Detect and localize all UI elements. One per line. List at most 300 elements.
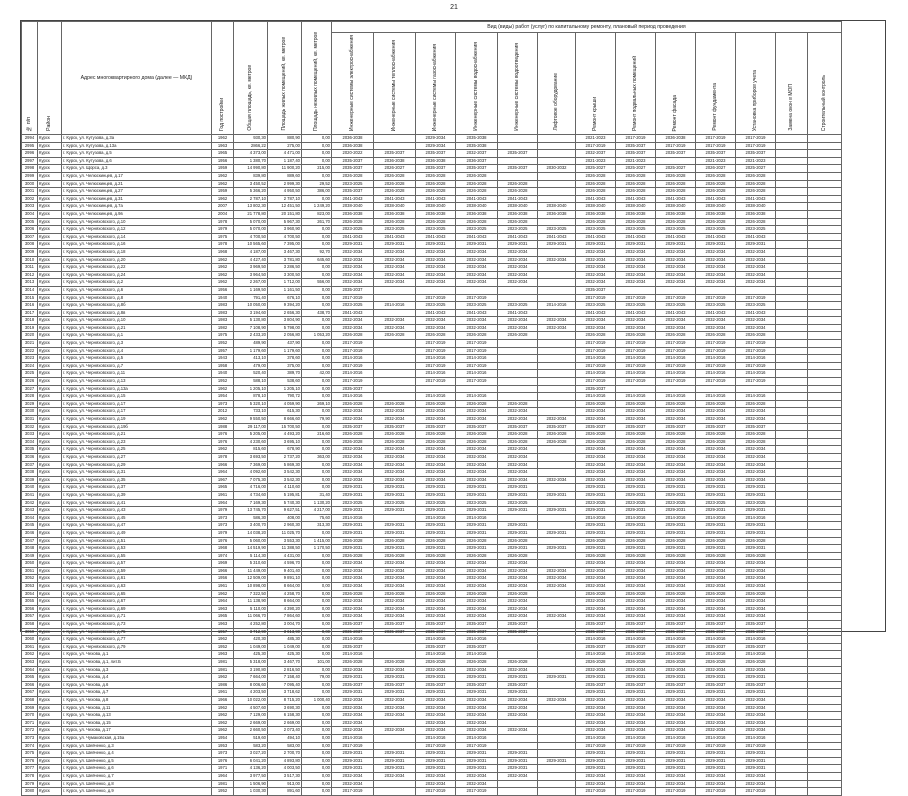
work-period-cell: 2035-2037 — [332, 628, 374, 636]
area-living-cell: 378,60 — [268, 355, 302, 363]
work-period-cell — [538, 446, 576, 454]
header-work-2: Инженерные системы теплоснабжения — [374, 33, 416, 135]
work-period-cell: 2026-2028 — [456, 173, 498, 181]
work-period-cell — [538, 772, 576, 780]
area-total-cell: 14 038,20 — [234, 529, 268, 537]
area-total-cell: 1 169,50 — [234, 286, 268, 294]
work-period-cell: 2032-2034 — [498, 696, 538, 704]
work-period-cell: 2032-2034 — [616, 575, 656, 583]
work-period-cell: 2026-2028 — [696, 188, 736, 196]
area-living-cell: 4 431,00 — [268, 552, 302, 560]
work-period-cell: 2023-2025 — [332, 180, 374, 188]
work-period-cell: 2032-2034 — [374, 666, 416, 674]
work-period-cell — [538, 157, 576, 165]
row-number: 2994 — [22, 135, 38, 143]
row-number: 3023 — [22, 355, 38, 363]
address-cell: г. Курск, ул. Черняховского, д.22 — [62, 264, 212, 272]
work-period-cell: 2041-2043 — [456, 195, 498, 203]
year-cell: 1940 — [212, 294, 234, 302]
work-period-cell — [538, 750, 576, 758]
work-period-cell: 2017-2019 — [656, 142, 696, 150]
work-period-cell — [538, 332, 576, 340]
work-period-cell: 2032-2034 — [696, 575, 736, 583]
district-cell: Курск — [38, 567, 62, 575]
work-period-cell — [808, 567, 842, 575]
work-period-cell: 2017-2019 — [456, 347, 498, 355]
area-living-cell: 3 690,30 — [268, 704, 302, 712]
work-period-cell: 2032-2034 — [374, 256, 416, 264]
work-period-cell: 2026-2028 — [576, 431, 616, 439]
work-period-cell — [808, 552, 842, 560]
work-period-cell: 2026-2028 — [576, 537, 616, 545]
work-period-cell: 2032-2034 — [416, 317, 456, 325]
year-cell: 1953 — [212, 742, 234, 750]
address-cell: г. Курск, ул. Чехова, д.13 — [62, 712, 212, 720]
area-living-cell: 2 787,10 — [268, 195, 302, 203]
work-period-cell: 2032-2034 — [736, 416, 776, 424]
address-cell: г. Курск, ул. Чехова, д.7 — [62, 689, 212, 697]
work-period-cell: 2029-2031 — [498, 522, 538, 530]
area-total-cell: 4 230,60 — [234, 438, 268, 446]
work-period-cell: 2017-2019 — [576, 294, 616, 302]
work-period-cell: 2035-2037 — [656, 621, 696, 629]
work-period-cell: 2026-2028 — [416, 400, 456, 408]
work-period-cell — [808, 476, 842, 484]
work-period-cell: 2041-2043 — [696, 233, 736, 241]
work-period-cell: 2026-2028 — [656, 537, 696, 545]
work-period-cell: 2026-2028 — [736, 552, 776, 560]
work-period-cell: 2029-2031 — [374, 522, 416, 530]
work-period-cell: 2029-2034 — [416, 142, 456, 150]
work-period-cell: 2032-2034 — [656, 719, 696, 727]
work-period-cell: 2029-2031 — [416, 689, 456, 697]
address-cell: г. Курск, ул. Черняховского, д.59 — [62, 567, 212, 575]
work-period-cell: 2041-2043 — [332, 233, 374, 241]
work-period-cell: 2026-2028 — [736, 188, 776, 196]
work-period-cell — [808, 590, 842, 598]
row-number: 3028 — [22, 393, 38, 401]
district-cell: Курск — [38, 605, 62, 613]
district-cell: Курск — [38, 590, 62, 598]
year-cell: 1961 — [212, 583, 234, 591]
work-period-cell: 2041-2043 — [456, 309, 498, 317]
work-period-cell: 2032-2034 — [656, 264, 696, 272]
work-period-cell: 2032-2034 — [498, 317, 538, 325]
row-number: 3061 — [22, 643, 38, 651]
district-cell: Курск — [38, 286, 62, 294]
year-cell: 1940 — [212, 370, 234, 378]
work-period-cell: 2035-2037 — [332, 157, 374, 165]
work-period-cell — [808, 165, 842, 173]
work-period-cell — [538, 294, 576, 302]
work-period-cell: 2032-2034 — [456, 719, 498, 727]
table-row — [22, 567, 842, 575]
table-row — [22, 491, 842, 499]
header-row-no: № п/п — [22, 22, 38, 135]
work-period-cell: 2029-2031 — [616, 491, 656, 499]
work-period-cell — [808, 499, 842, 507]
table-row — [22, 157, 842, 165]
address-cell: г. Курск, ул. Черняховского, д.20 — [62, 256, 212, 264]
district-cell: Курск — [38, 309, 62, 317]
row-number: 3017 — [22, 309, 38, 317]
work-period-cell: 2026-2028 — [498, 431, 538, 439]
work-period-cell: 2032-2034 — [736, 469, 776, 477]
area-nonliving-cell: 0,00 — [302, 438, 332, 446]
work-period-cell: 2032-2034 — [736, 712, 776, 720]
work-period-cell — [776, 659, 808, 667]
work-period-cell: 2026-2028 — [416, 180, 456, 188]
work-period-cell: 2026-2028 — [696, 537, 736, 545]
work-period-cell: 2017-2019 — [696, 378, 736, 386]
table-row — [22, 347, 842, 355]
area-living-cell: 1 161,50 — [268, 286, 302, 294]
work-period-cell: 2032-2034 — [498, 575, 538, 583]
area-total-cell: 2866,22 — [234, 142, 268, 150]
work-period-cell: 2032-2034 — [456, 317, 498, 325]
district-cell: Курск — [38, 666, 62, 674]
work-period-cell: 2026-2028 — [696, 180, 736, 188]
work-period-cell: 2032-2034 — [616, 712, 656, 720]
work-period-cell — [808, 431, 842, 439]
year-cell: 1956 — [212, 286, 234, 294]
address-cell: г. Курск, ул. Черняховского, д.17 — [62, 408, 212, 416]
table-row — [22, 400, 842, 408]
year-cell: 1956 — [212, 157, 234, 165]
work-period-cell: 2032-2034 — [656, 461, 696, 469]
work-period-cell: 2017-2019 — [736, 362, 776, 370]
year-cell: 1962 — [212, 704, 234, 712]
work-period-cell: 2023-2025 — [498, 226, 538, 234]
work-period-cell — [538, 560, 576, 568]
work-period-cell: 2026-2028 — [374, 438, 416, 446]
row-number: 3046 — [22, 529, 38, 537]
address-cell: г. Курск, ул. Черняховского, д.10 — [62, 218, 212, 226]
work-period-cell: 2032-2034 — [736, 605, 776, 613]
area-nonliving-cell: 1 130,20 — [302, 499, 332, 507]
work-period-cell: 2017-2019 — [736, 340, 776, 348]
area-nonliving-cell: 0,00 — [302, 476, 332, 484]
district-cell: Курск — [38, 157, 62, 165]
work-period-cell: 2017-2019 — [696, 142, 736, 150]
work-period-cell — [808, 157, 842, 165]
work-period-cell: 2029-2031 — [416, 765, 456, 773]
work-period-cell — [776, 195, 808, 203]
area-nonliving-cell: 0,00 — [302, 241, 332, 249]
table-row — [22, 210, 842, 218]
area-living-cell: 8 666,60 — [268, 416, 302, 424]
work-period-cell: 2029-2031 — [416, 529, 456, 537]
work-period-cell: 2032-2034 — [416, 264, 456, 272]
work-period-cell: 2023-2025 — [498, 499, 538, 507]
work-period-cell: 2032-2034 — [374, 317, 416, 325]
area-total-cell: 3 964,50 — [234, 271, 268, 279]
work-period-cell — [776, 742, 808, 750]
district-cell: Курск — [38, 742, 62, 750]
address-cell: г. Курск, ул. Черняховского, д.41 — [62, 499, 212, 507]
area-living-cell: 3 300,50 — [268, 271, 302, 279]
area-living-cell: 3 467,70 — [268, 659, 302, 667]
work-period-cell: 2026-2028 — [656, 659, 696, 667]
work-period-cell — [808, 188, 842, 196]
work-period-cell: 2032-2034 — [616, 666, 656, 674]
work-period-cell: 2036-2038 — [616, 210, 656, 218]
work-period-cell: 2032-2034 — [538, 696, 576, 704]
work-period-cell — [538, 286, 576, 294]
work-period-cell — [498, 734, 538, 742]
work-period-cell — [776, 347, 808, 355]
address-cell: г. Курск, ул. Кутузова, д.5 — [62, 150, 212, 158]
work-period-cell — [776, 628, 808, 636]
work-period-cell: 2032-2034 — [374, 583, 416, 591]
work-period-cell: 2017-2019 — [456, 362, 498, 370]
work-period-cell — [776, 150, 808, 158]
area-living-cell: 5 740,30 — [268, 499, 302, 507]
address-cell: г. Курск, ул. Черняховского, д.15 — [62, 393, 212, 401]
work-period-cell: 2035-2037 — [696, 628, 736, 636]
year-cell: 1959 — [212, 165, 234, 173]
work-period-cell — [538, 727, 576, 735]
year-cell: 1988 — [212, 423, 234, 431]
table-row — [22, 142, 842, 150]
row-number: 2996 — [22, 150, 38, 158]
district-cell: Курск — [38, 446, 62, 454]
area-nonliving-cell: 1 249,20 — [302, 203, 332, 211]
work-period-cell — [538, 400, 576, 408]
work-period-cell: 2026-2028 — [456, 180, 498, 188]
work-period-cell: 2032-2034 — [616, 469, 656, 477]
work-period-cell: 2032-2034 — [616, 264, 656, 272]
area-total-cell: 7 369,00 — [234, 461, 268, 469]
year-cell: 1962 — [212, 135, 234, 143]
work-period-cell: 2026-2028 — [374, 431, 416, 439]
work-period-cell: 2032-2034 — [538, 575, 576, 583]
row-number: 3027 — [22, 385, 38, 393]
work-period-cell: 2026-2028 — [616, 218, 656, 226]
work-period-cell: 2029-2031 — [374, 484, 416, 492]
work-period-cell: 2032-2034 — [498, 324, 538, 332]
area-nonliving-cell: 0,00 — [302, 484, 332, 492]
table-row — [22, 537, 842, 545]
work-period-cell — [808, 788, 842, 796]
row-number: 3015 — [22, 294, 38, 302]
work-period-cell: 2032-2034 — [332, 583, 374, 591]
work-period-cell — [538, 788, 576, 796]
work-period-cell: 2032-2034 — [374, 598, 416, 606]
year-cell: 1962 — [212, 712, 234, 720]
area-living-cell: 1 712,00 — [268, 279, 302, 287]
work-period-cell: 2032-2034 — [416, 772, 456, 780]
year-cell: 1962 — [212, 173, 234, 181]
area-total-cell: 5 060,00 — [234, 537, 268, 545]
work-period-cell: 2032-2034 — [456, 256, 498, 264]
work-period-cell: 2029-2031 — [332, 689, 374, 697]
work-period-cell: 2029-2031 — [656, 484, 696, 492]
district-cell: Курск — [38, 416, 62, 424]
district-cell: Курск — [38, 180, 62, 188]
work-period-cell — [374, 355, 416, 363]
work-period-cell: 2029-2031 — [576, 484, 616, 492]
work-period-cell — [538, 719, 576, 727]
work-period-cell — [538, 279, 576, 287]
year-cell: 1962 — [212, 636, 234, 644]
year-cell: 1969 — [212, 560, 234, 568]
work-period-cell: 2026-2028 — [332, 218, 374, 226]
district-cell: Курск — [38, 218, 62, 226]
work-period-cell: 2032-2034 — [696, 469, 736, 477]
work-period-cell: 2032-2034 — [576, 446, 616, 454]
work-period-cell: 2032-2034 — [332, 453, 374, 461]
work-period-cell — [776, 757, 808, 765]
area-living-cell: 3 781,80 — [268, 256, 302, 264]
work-period-cell: 2023-2025 — [696, 226, 736, 234]
work-period-cell: 2032-2034 — [416, 271, 456, 279]
work-period-cell: 2038-2040 — [332, 203, 374, 211]
area-nonliving-cell: 101,00 — [302, 659, 332, 667]
work-period-cell: 2032-2034 — [736, 598, 776, 606]
area-living-cell: 7 158,40 — [268, 674, 302, 682]
work-period-cell: 2029-2031 — [576, 689, 616, 697]
year-cell: 1962 — [212, 195, 234, 203]
district-cell: Курск — [38, 575, 62, 583]
header-year: Год постройки — [212, 22, 234, 135]
area-total-cell: 5 320,10 — [234, 400, 268, 408]
work-period-cell: 2032-2034 — [332, 598, 374, 606]
area-total-cell: 5 070,00 — [234, 218, 268, 226]
work-period-cell: 2029-2031 — [576, 241, 616, 249]
area-living-cell: 2 073,40 — [268, 727, 302, 735]
work-period-cell: 2032-2034 — [498, 476, 538, 484]
area-total-cell: 4 427,40 — [234, 256, 268, 264]
area-nonliving-cell: 0,00 — [302, 355, 332, 363]
year-cell: 1973 — [212, 400, 234, 408]
district-cell: Курск — [38, 438, 62, 446]
year-cell: 1976 — [212, 537, 234, 545]
district-cell: Курск — [38, 203, 62, 211]
district-cell: Курск — [38, 613, 62, 621]
work-period-cell: 2029-2031 — [498, 674, 538, 682]
work-period-cell: 2014-2016 — [576, 514, 616, 522]
year-cell: 1983 — [212, 317, 234, 325]
area-total-cell: 11 449,00 — [234, 567, 268, 575]
work-period-cell: 2029-2031 — [374, 765, 416, 773]
work-period-cell: 2014-2016 — [456, 393, 498, 401]
year-cell: 1963 — [212, 621, 234, 629]
table-row — [22, 605, 842, 613]
work-period-cell: 2014-2016 — [332, 514, 374, 522]
year-cell: 1964 — [212, 499, 234, 507]
work-period-cell: 2032-2034 — [576, 271, 616, 279]
work-period-cell: 2035-2037 — [576, 628, 616, 636]
work-period-cell — [808, 324, 842, 332]
year-cell: 1943 — [212, 355, 234, 363]
work-period-cell: 2026-2028 — [616, 332, 656, 340]
work-period-cell: 2014-2016 — [416, 651, 456, 659]
work-period-cell: 2041-2043 — [498, 195, 538, 203]
work-period-cell: 2041-2043 — [416, 233, 456, 241]
work-period-cell: 2026-2028 — [576, 332, 616, 340]
work-period-cell: 2014-2016 — [576, 636, 616, 644]
work-period-cell: 2029-2031 — [498, 507, 538, 515]
work-period-cell — [538, 248, 576, 256]
work-period-cell: 2035-2037 — [656, 628, 696, 636]
work-period-cell — [776, 279, 808, 287]
area-living-cell: 4 110,60 — [268, 484, 302, 492]
address-cell: г. Курск, ул. Черняховского, д.65 — [62, 590, 212, 598]
work-period-cell: 2029-2031 — [456, 674, 498, 682]
work-period-cell — [776, 324, 808, 332]
year-cell: 1978 — [212, 453, 234, 461]
work-period-cell: 2014-2016 — [656, 734, 696, 742]
row-number: 3013 — [22, 279, 38, 287]
work-period-cell: 2041-2043 — [498, 309, 538, 317]
work-period-cell: 2032-2034 — [374, 605, 416, 613]
table-row — [22, 552, 842, 560]
row-number: 3001 — [22, 188, 38, 196]
area-nonliving-cell: 363,00 — [302, 453, 332, 461]
area-living-cell: 3 467,30 — [268, 248, 302, 256]
work-period-cell — [776, 423, 808, 431]
area-nonliving-cell: 823,00 — [302, 210, 332, 218]
work-period-cell — [808, 712, 842, 720]
work-period-cell: 2032-2034 — [332, 271, 374, 279]
work-period-cell: 2017-2019 — [416, 340, 456, 348]
table-row — [22, 332, 842, 340]
work-period-cell: 2023-2025 — [416, 226, 456, 234]
row-number: 3048 — [22, 545, 38, 553]
work-period-cell: 2029-2031 — [374, 507, 416, 515]
work-period-cell — [776, 362, 808, 370]
work-period-cell: 2023-2025 — [538, 226, 576, 234]
area-total-cell: 5 318,00 — [234, 659, 268, 667]
work-period-cell — [538, 385, 576, 393]
work-period-cell: 2032-2034 — [736, 317, 776, 325]
work-period-cell — [374, 135, 416, 143]
work-period-cell: 2032-2034 — [656, 416, 696, 424]
work-period-cell — [538, 643, 576, 651]
work-period-cell — [776, 567, 808, 575]
area-living-cell: 3 517,30 — [268, 772, 302, 780]
row-number: 3045 — [22, 522, 38, 530]
work-period-cell — [374, 719, 416, 727]
row-number: 3036 — [22, 453, 38, 461]
work-period-cell: 2029-2031 — [576, 765, 616, 773]
row-number: 3009 — [22, 248, 38, 256]
row-number: 3051 — [22, 567, 38, 575]
address-cell: г. Курск, ул. Челюскинцев, д.27 — [62, 188, 212, 196]
work-period-cell: 2035-2037 — [616, 643, 656, 651]
work-period-cell: 2029-2031 — [498, 491, 538, 499]
work-period-cell — [808, 370, 842, 378]
work-period-cell — [808, 628, 842, 636]
area-nonliving-cell: 0,00 — [302, 628, 332, 636]
work-period-cell: 2032-2034 — [374, 416, 416, 424]
district-cell: Курск — [38, 499, 62, 507]
work-period-cell: 2032-2034 — [576, 469, 616, 477]
work-period-cell: 2032-2034 — [498, 271, 538, 279]
work-period-cell — [808, 408, 842, 416]
work-period-cell — [498, 362, 538, 370]
work-period-cell — [808, 681, 842, 689]
work-period-cell: 2014-2016 — [616, 651, 656, 659]
work-period-cell: 2032-2034 — [576, 666, 616, 674]
table-row — [22, 286, 842, 294]
work-period-cell: 2017-2019 — [696, 135, 736, 143]
work-period-cell: 2014-2016 — [616, 393, 656, 401]
work-period-cell — [808, 279, 842, 287]
work-period-cell: 2032-2034 — [616, 560, 656, 568]
header-work-5: Инженерные системы водоотведения — [498, 33, 538, 135]
